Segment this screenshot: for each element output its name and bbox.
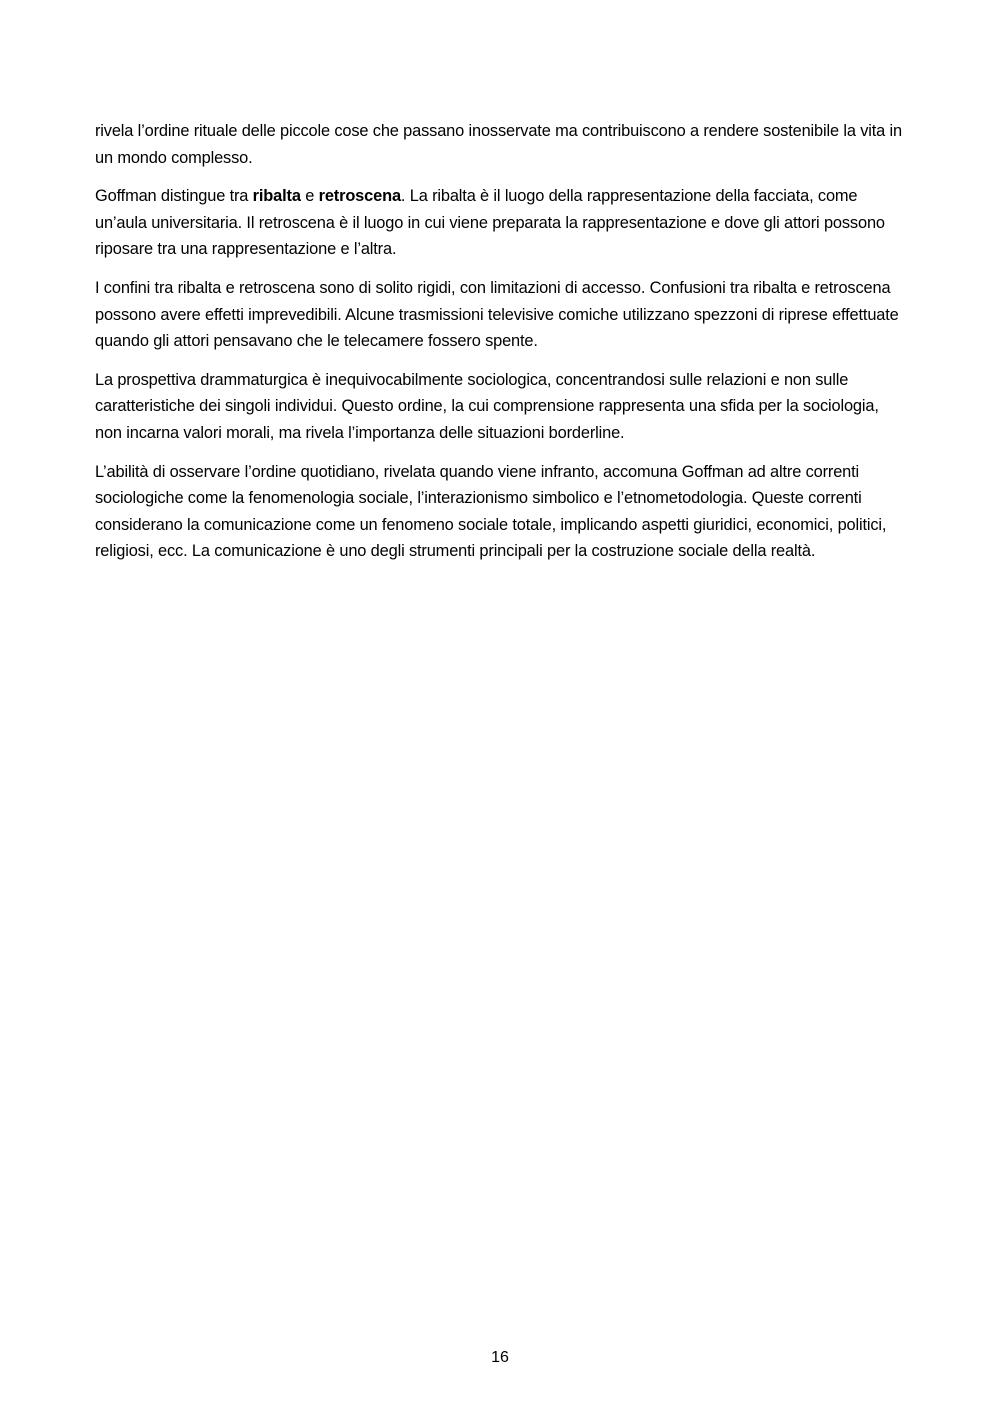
- paragraph-ribalta-retroscena: [95, 183, 910, 263]
- paragraph-text: Goffman distingue tra: [95, 187, 253, 206]
- paragraph-prospettiva: La prospettiva drammaturgica è inequivocabilmente sociologica, concentrandosi sulle relazioni e non sulle caratteristiche dei singoli individui. Questo ordine, la cui comprensione rappresenta una sfida per la sociologia, non incarna valori morali, ma rivela l’importanza delle situazioni borderline.: [95, 370, 879, 442]
- page-number: 16: [491, 1349, 509, 1366]
- paragraph-text: e: [300, 187, 319, 206]
- paragraph-text: . La ribalta è il luogo della rappresentazione della facciata, come un’aula universitaria. Il retroscena è il luogo in cui viene preparata la rappresentazione e dove gli attori possono riposare tra una rappresentazione e l’altra.: [95, 187, 885, 259]
- bold-term-ribalta: ribalta: [252, 187, 301, 206]
- paragraph-ritual-order: rivela l’ordine rituale delle piccole cose che passano inosservate ma contribuiscono a rendere sostenibile la vita in un mondo complesso.: [95, 122, 902, 167]
- paragraph-confini: I confini tra ribalta e retroscena sono di solito rigidi, con limitazioni di accesso. Confusioni tra ribalta e retroscena possono avere effetti imprevedibili. Alcune trasmissioni televisive comiche utilizzano spezzoni di riprese effettuate quando gli attori pensavano che le telecamere fossero spente.: [95, 278, 899, 351]
- paragraph-abilita: L’abilità di osservare l’ordine quotidiano, rivelata quando viene infranto, accomuna Goffman ad altre correnti sociologiche come la fenomenologia sociale, l’interazionismo simbolico e l’etnometodologia. Queste correnti considerano la comunicazione come un fenomeno sociale totale, implicando aspetti giuridici, economici, politici, religiosi, ecc. La comunicazione è uno degli strumenti principali per la costruzione sociale della realtà.: [95, 462, 887, 561]
- document-body: [95, 118, 910, 577]
- bold-term-retroscena: retroscena: [318, 187, 401, 206]
